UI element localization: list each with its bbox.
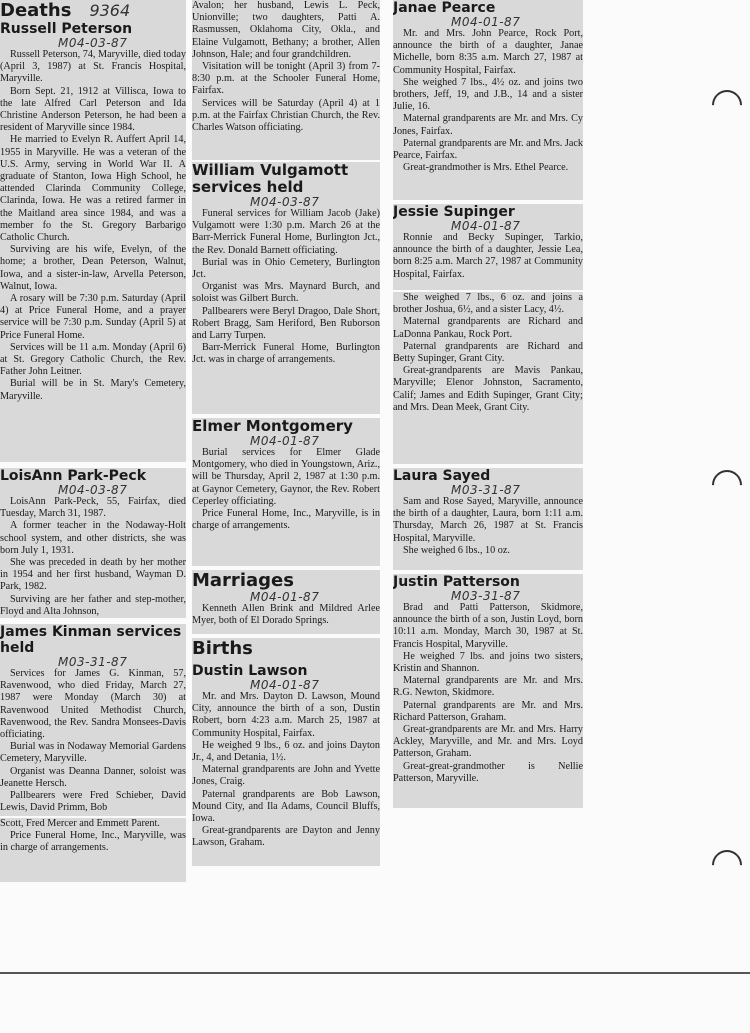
deaths-heading: Deaths xyxy=(0,0,72,21)
birth-body: Mr. and Mrs. Dayton D. Lawson, Mound City, announce the birth of a son, Dustin Robert, born 4:23 a.m. March 25, 1987 at Community Hospital, Fairfax. He weighed 9 lbs., 6 oz. and joins Dayton Jr., 4, and Detania, 1½. Maternal grandparents are John and Yvette Jones, Craig. Paternal grandparents are Bob Lawson, Mound City, and Ila Adams, Council Bluffs, Iowa. Great-grandparents are Dayton and Jenny Lawson, Graham. xyxy=(192,691,380,849)
births-heading: Births xyxy=(192,638,253,659)
birth-name: Justin Patterson xyxy=(393,574,520,590)
handwritten-date: M03-31-87 xyxy=(451,589,521,603)
page-bottom-edge xyxy=(0,972,750,974)
obituary-name: LoisAnn Park-Peck xyxy=(0,468,147,484)
birth-body: Sam and Rose Sayed, Maryville, announce the birth of a daughter, Laura, born 1:11 a.m. Thursday, March 26, 1987 at St. Francis Hospital, Maryville. She weighed 6 lbs., 10 oz. xyxy=(393,496,583,556)
jessie-supinger-continued: She weighed 7 lbs., 6 oz. and joins a brother Joshua, 6½, and a sister Lacy, 4½. Maternal grandparents are Richard and LaDonna Pankau, Rock Port. Paternal grandparents are Richard and Betty Supinger, Grant City. Great-grandparents are Mavis Pankau, Maryville; Elenor Johnston, Sacramento, Calif; James and Edith Supinger, Grant City; and Mrs. Dean Meek, Grant City. xyxy=(393,292,583,464)
obituary-name: Russell Peterson xyxy=(0,21,133,37)
laura-sayed-clipping xyxy=(393,468,583,570)
birth-name: Dustin Lawson xyxy=(192,663,308,679)
marriages-heading: Marriages xyxy=(192,570,294,591)
binder-hole-bottom xyxy=(706,844,748,886)
handwritten-date: M04-01-87 xyxy=(451,219,521,233)
james-kinman-clipping xyxy=(0,624,186,816)
handwritten-date: M04-01-87 xyxy=(250,678,320,692)
obituary-name: William Vulgamott services held xyxy=(192,162,349,196)
binder-hole-middle xyxy=(706,464,748,506)
james-kinman-continued: Scott, Fred Mercer and Emmett Parent. Price Funeral Home, Inc., Maryville, was in charge of arrangements. xyxy=(0,818,186,882)
obituary-body: Russell Peterson, 74, Maryville, died today (April 3, 1987) at St. Francis Hospital, Maryville. Born Sept. 21, 1912 at Villisca, Iowa to the late Alfred Carl Peterson and Ida Christine Anderson Peterson, he had been a resident of Maryville since 1984. He married to Evelyn R. Auffert April 14, 1955 in Maryville. He was a veteran of the U.S. Army, serving in World War II. A graduate of Stanton, Iowa High School, he attended Clarinda Community College, Clarinda, Iowa. He was a retired farmer in the Maitland area since 1984, and was a member fo the St. Gregory Barbarigo Catholic Church. Surviving are his wife, Evelyn, of the home; a brother, Dean Peterson, Walnut, Iowa, and a sister-in-law, Arvella Peterson, Walnut, Iowa. A rosary will be 7:30 p.m. Saturday (April 4) at Price Funeral Home, and a prayer service will be 7:30 p.m. Sunday (April 5) at Price Funeral Home. Services will be 11 a.m. Monday (April 6) at St. Gregory Catholic Church, the Rev. Father John Leitner. Burial will be in St. Mary's Cemetery, Maryville. xyxy=(0,49,186,402)
birth-name: Jessie Supinger xyxy=(393,204,515,220)
elmer-montgomery-clipping xyxy=(192,418,380,566)
janae-pearce-clipping xyxy=(393,0,583,200)
william-vulgamott-clipping xyxy=(192,162,380,414)
handwritten-date: M04-01-87 xyxy=(250,434,320,448)
marriage-notice: Kenneth Allen Brink and Mildred Arlee Myer, both of El Dorado Springs. xyxy=(192,603,380,627)
obituary-name: James Kinman services held xyxy=(0,624,182,656)
handwritten-date: M04-03-87 xyxy=(58,483,128,497)
birth-body: Brad and Patti Patterson, Skidmore, announce the birth of a son, Justin Loyd, born 10:11 a.m. Monday, March 30, 1987 at St. Francis Hospital, Maryville. He weighed 7 lbs. and joins two sisters, Kristin and Shannon. Maternal grandparents are Mr. and Mrs. R.G. Newton, Skidmore. Paternal grandparents are Mr. and Mrs. Richard Patterson, Graham. Great-grandparents are Mr. and Mrs. Harry Ackley, Maryville, and Mr. and Mrs. Loyd Patterson, Graham. Great-great-grandmother is Nellie Patterson, Maryville. xyxy=(393,602,583,784)
handwritten-date: M03-31-87 xyxy=(451,483,521,497)
dustin-lawson-clipping xyxy=(192,638,380,866)
handwritten-date: M04-01-87 xyxy=(250,590,320,604)
birth-name: Laura Sayed xyxy=(393,468,491,484)
handwritten-date: M04-03-87 xyxy=(250,195,320,209)
handwritten-date: M04-03-87 xyxy=(58,36,128,50)
justin-patterson-clipping xyxy=(393,574,583,808)
jessie-supinger-clipping: Jessie Supinger M04-01-87 Ronnie and Becky Supinger, Tarkio, announce the birth of a daughter, Jessie Lea, born 8:25 a.m. March 27, 1987 at Community Hospital, Fairfax. xyxy=(393,204,583,290)
marriages-clipping xyxy=(192,570,380,634)
obituary-body: Burial services for Elmer Glade Montgomery, who died in Youngstown, Ariz., will be Thursday, April 2, 1987 at 1:30 p.m. at Gaynor Cemetery, Gaynor, the Rev. Robert Ceperley officiating. Price Funeral Home, Inc., Maryville, is in charge of arrangements. xyxy=(192,447,380,532)
binder-hole-top xyxy=(706,84,748,126)
obituary-body: Services for James G. Kinman, 57, Ravenwood, who died Friday, March 27, 1987 were Monday (March 30) at Ravenwood United Methodist Church, Ravenwood, the Rev. Sandra Monsees-Davis officiating. Burial was in Nodaway Memorial Gardens Cemetery, Maryville. Organist was Deanna Danner, soloist was Jeanette Hersch. Pallbearers were Fred Schieber, David Lewis, David Primm, Bob xyxy=(0,668,186,814)
obituary-body: LoisAnn Park-Peck, 55, Fairfax, died Tuesday, March 31, 1987. A former teacher in the Nodaway-Holt school system, and other districts, she was born July 1, 1931. She was preceded in death by her mother in 1954 and her first husband, Wayman D. Park, 1982. Surviving are her father and step-mother, Floyd and Alta Johnson, xyxy=(0,496,186,617)
russell-peterson-clipping xyxy=(0,0,186,462)
clip-number: 9364 xyxy=(89,1,131,20)
handwritten-date: M04-01-87 xyxy=(451,15,521,29)
birth-name: Janae Pearce xyxy=(393,0,496,16)
loisann-park-peck-continued: Avalon; her husband, Lewis L. Peck, Unionville; two daughters, Patti A. Rasmussen, Oklahoma City, Okla., and Elaine Vulgamott, Bethany; a brother, Allen Johnson, Hale; and four grandchildren. Visitation will be tonight (April 3) from 7-8:30 p.m. at the Schooler Funeral Home, Fairfax. Services will be Saturday (April 4) at 1 p.m. at the Fairfax Christian Church, the Rev. Charles Watson officiating. xyxy=(192,0,380,160)
handwritten-date: M03-31-87 xyxy=(58,655,128,669)
loisann-park-peck-clipping xyxy=(0,468,186,618)
birth-body: Mr. and Mrs. John Pearce, Rock Port, announce the birth of a daughter, Janae Michelle, born 8:35 a.m. March 27, 1987 at Community Hospital, Fairfax. She weighed 7 lbs., 4½ oz. and joins two brothers, Jeff, 19, and J.B., 14 and a sister Julie, 16. Maternal grandparents are Mr. and Mrs. Cy Jones, Fairfax. Paternal grandparents are Mr. and Mrs. Jack Pearce, Fairfax. Great-grandmother is Mrs. Ethel Pearce. xyxy=(393,28,583,174)
obituary-body: Funeral services for William Jacob (Jake) Vulgamott were 1:30 p.m. March 26 at the Barr-Merrick Funeral Home, Burlington Jct., the Rev. Donald Barnett officiating. Burial was in Ohio Cemetery, Burlington Jct. Organist was Mrs. Maynard Burch, and soloist was Gilbert Burch. Pallbearers were Beryl Dragoo, Dale Short, Robert Bragg, Sam Heriford, Ben Ruborson and Larry Turpen. Barr-Merrick Funeral Home, Burlington Jct. was in charge of arrangements. xyxy=(192,208,380,366)
obituary-name: Elmer Montgomery xyxy=(192,418,353,435)
